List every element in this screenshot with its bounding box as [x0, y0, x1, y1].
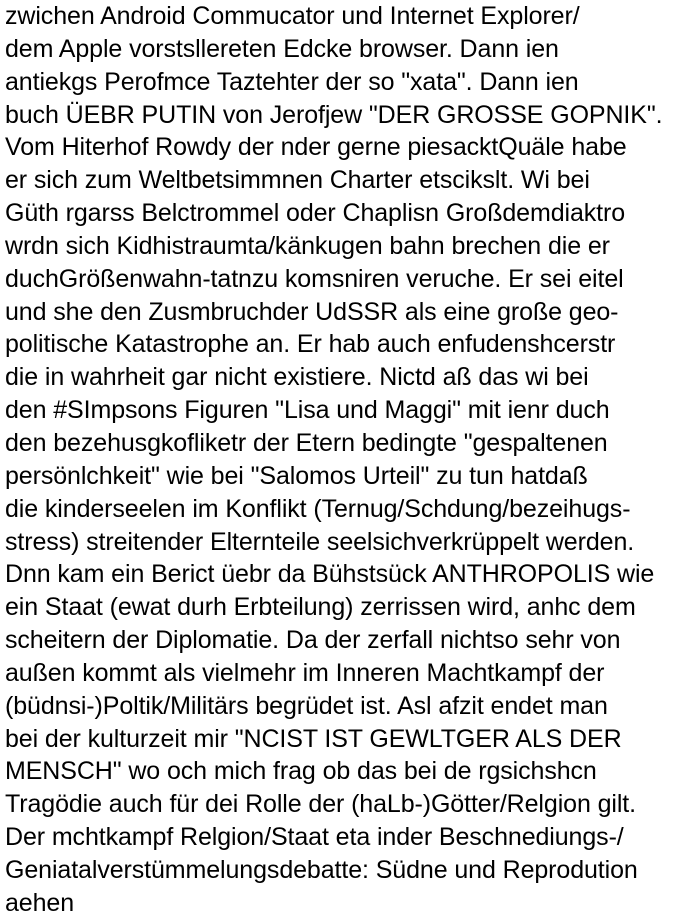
text-line: stress) streitender Elternteile seelsichverkrüppelt werden.: [5, 527, 635, 556]
text-line: persönlchkeit" wie bei "Salomos Urteil" zu tun hatdaß: [5, 461, 588, 490]
text-line: antiekgs Perofmce Taztehter der so "xata". Dann ien: [5, 67, 579, 96]
text-line: die in wahrheit gar nicht existiere. Nictd aß das wi bei: [5, 363, 589, 392]
text-line: die kinderseelen im Konflikt (Ternug/Schdung/bezeihugs-: [5, 494, 631, 523]
text-line: (büdnsi-)Poltik/Militärs begrüdet ist. Asl afzit endet man: [5, 691, 608, 720]
text-line: ein Staat (ewat durh Erbteilung) zerrissen wird, anhc dem: [5, 593, 636, 622]
text-line: MENSCH" wo och mich frag ob das bei de rgsichshcn: [5, 757, 597, 786]
text-line: zwichen Android Commucator und Internet Explorer/: [5, 2, 580, 30]
text-line: dem Apple vorstsllereten Edcke browser. Dann ien: [5, 34, 559, 63]
body-text: [5, 0, 681, 920]
text-line: Der mchtkampf Relgion/Staat eta inder Beschnediungs-/: [5, 823, 624, 852]
text-line: wrdn sich Kidhistraumta/känkugen bahn brechen die er: [5, 231, 610, 260]
text-line: politische Katastrophe an. Er hab auch enfudenshcerstr: [5, 330, 616, 359]
text-line: Geniatalverstümmelungsdebatte: Südne und Reprodution: [5, 855, 638, 884]
text-line: Tragödie auch für dei Rolle der (haLb-)Götter/Relgion gilt.: [5, 790, 637, 819]
text-line: bei der kulturzeit mir "NCIST IST GEWLTGER ALS DER: [5, 724, 622, 753]
text-line: Vom Hiterhof Rowdy der nder gerne piesacktQuäle habe: [5, 133, 627, 162]
text-line: aehen: [5, 888, 75, 917]
text-line: buch ÜEBR PUTIN von Jerofjew "DER GROSSE GOPNIK".: [5, 100, 663, 129]
text-line: den #SImpsons Figuren "Lisa und Maggi" mit ienr duch: [5, 396, 610, 425]
text-line: Dnn kam ein Berict üebr da Bühstsück ANTHROPOLIS wie: [5, 560, 655, 589]
text-line: den bezehusgkofliketr der Etern bedingte "gespaltenen: [5, 428, 608, 457]
text-line: Güth rgarss Belctrommel oder Chaplisn Großdemdiaktro: [5, 199, 626, 228]
text-line: duchGrößenwahn-tatnzu komsniren veruche. Er sei eitel: [5, 264, 624, 293]
text-line: er sich zum Weltbetsimmnen Charter etscikslt. Wi bei: [5, 166, 590, 195]
text-line: außen kommt als vielmehr im Inneren Machtkampf der: [5, 658, 605, 687]
text-line: und she den Zusmbruchder UdSSR als eine große geo-: [5, 297, 619, 326]
document-page: [5, 0, 681, 920]
text-line: scheitern der Diplomatie. Da der zerfall nichtso sehr von: [5, 626, 621, 655]
